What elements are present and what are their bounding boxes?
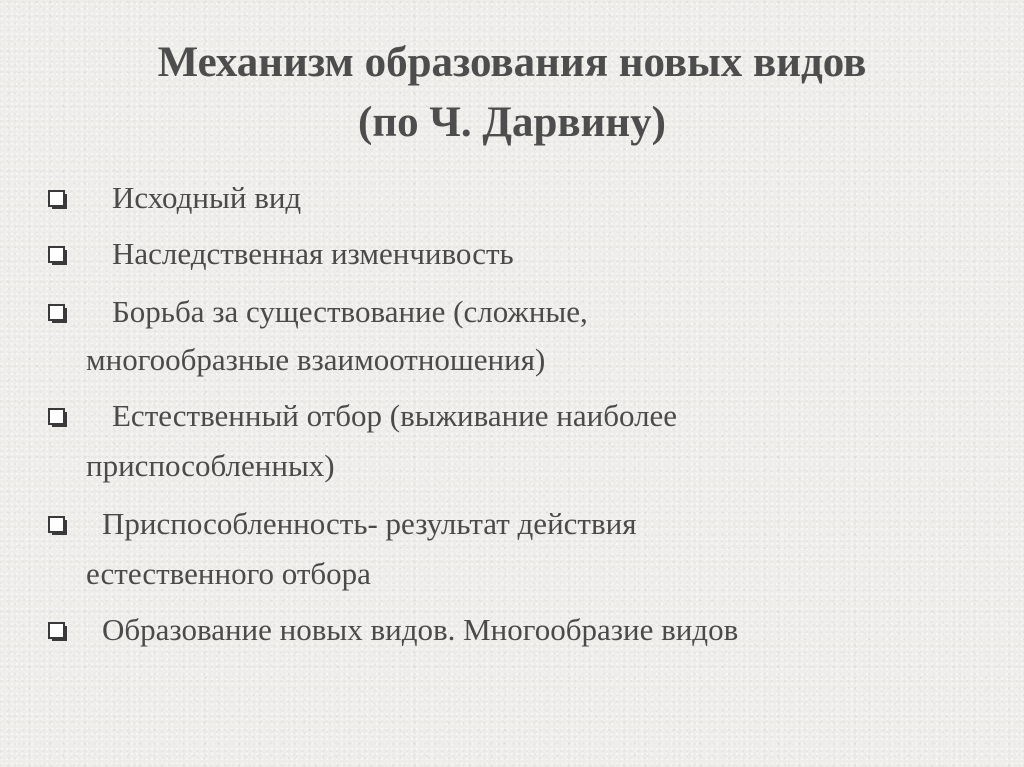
checkbox-square-icon [48, 304, 66, 322]
list-item [48, 290, 588, 334]
list-item-continuation: многообразные взаимоотношения) [86, 342, 546, 377]
list-item-text: Естественный отбор (выживание наиболее [112, 398, 678, 433]
checkbox-square-icon [48, 246, 66, 264]
list-item-continuation: естественного отбора [86, 556, 371, 591]
list-item-text: Наследственная изменчивость [112, 236, 514, 271]
list-item [48, 394, 677, 438]
checkbox-square-icon [48, 190, 66, 208]
checkbox-square-icon [48, 622, 66, 640]
list-item-text: Приспособленность- результат действия [102, 506, 637, 541]
list-item-text: Образование новых видов. Многообразие видов [102, 612, 739, 647]
list-item-text: Борьба за существование (сложные, [112, 294, 588, 329]
slide-title-line-2: (по Ч. Дарвину) [358, 99, 666, 146]
list-item [48, 232, 514, 276]
list-item-continuation: приспособленных) [86, 448, 335, 483]
checkbox-square-icon [48, 516, 66, 534]
checkbox-square-icon [48, 408, 66, 426]
list-item-text: Исходный вид [112, 180, 302, 215]
list-item [48, 502, 636, 546]
list-item [48, 608, 738, 652]
slide-title-line-1: Механизм образования новых видов [157, 39, 867, 86]
list-item [48, 176, 301, 220]
